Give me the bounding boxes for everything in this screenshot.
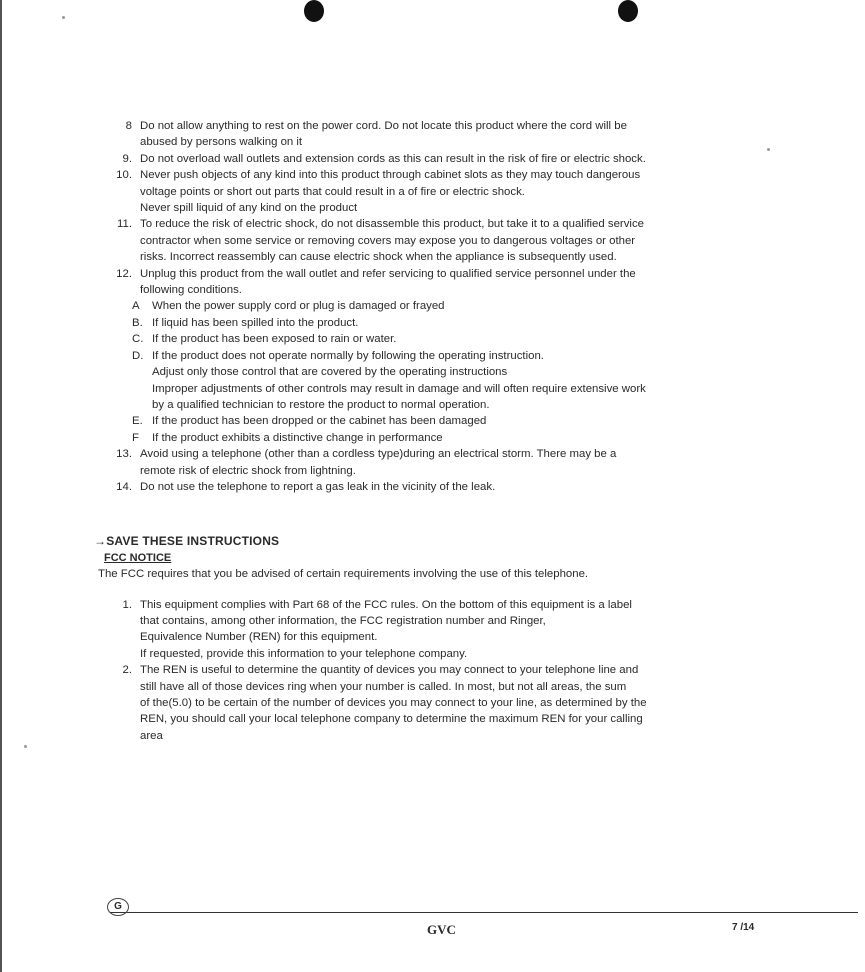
- item-number: 8: [125, 120, 132, 132]
- text-line: following conditions.: [140, 284, 242, 297]
- text-line: remote risk of electric shock from lightning.: [140, 464, 356, 477]
- text-line: risks. Incorrect reassembly can cause electric shock when the appliance is subsequently used.: [140, 251, 617, 264]
- text-line: area: [140, 729, 163, 742]
- condition-item: [132, 348, 855, 414]
- condition-item: [132, 430, 855, 446]
- condition-letter: D.: [132, 349, 144, 362]
- list-item: [110, 167, 855, 216]
- condition-letter: F: [132, 431, 139, 444]
- service-conditions-list: [110, 298, 855, 446]
- fcc-intro-text: The FCC requires that you be advised of certain requirements involving the use of this telephone.: [98, 568, 589, 581]
- condition-item: [132, 331, 855, 347]
- item-number: 14.: [116, 480, 132, 493]
- text-line: Do not allow anything to rest on the power cord. Do not locate this product where the cord will be: [140, 120, 627, 132]
- condition-item: [132, 413, 855, 429]
- condition-letter: E.: [132, 415, 143, 428]
- text-line: Do not overload wall outlets and extension cords as this can result in the risk of fire or electric shock.: [140, 152, 646, 165]
- list-item: [110, 446, 855, 479]
- list-item: [110, 118, 855, 151]
- safety-list-part-2: [110, 446, 855, 495]
- page-number: 7 /14: [732, 922, 755, 933]
- fcc-notice-heading: FCC NOTICE: [104, 551, 172, 564]
- instructions-body: [94, 118, 855, 744]
- item-number: 12.: [116, 267, 132, 280]
- text-line: abused by persons walking on it: [140, 136, 303, 149]
- item-number: 1.: [122, 598, 132, 611]
- text-line: Never push objects of any kind into this product through cabinet slots as they may touch dangerous: [140, 169, 641, 182]
- condition-item: [132, 298, 855, 314]
- text-line: If the product has been exposed to rain or water.: [152, 333, 397, 346]
- text-line: still have all of those devices ring when your number is called. In most, but not all areas, the sum: [140, 680, 627, 693]
- text-line: This equipment complies with Part 68 of the FCC rules. On the bottom of this equipment is a label: [140, 598, 632, 611]
- condition-letter: C.: [132, 333, 144, 346]
- text-line: contractor when some service or removing covers may expose you to dangerous voltages or other: [140, 234, 636, 247]
- punch-hole-left: [304, 0, 324, 22]
- list-item: [110, 479, 855, 495]
- text-line: If the product does not operate normally by following the operating instruction.: [152, 349, 544, 362]
- condition-letter: A: [132, 300, 140, 313]
- text-line: that contains, among other information, the FCC registration number and Ringer,: [140, 614, 546, 627]
- text-line: If liquid has been spilled into the product.: [152, 316, 359, 329]
- text-line: When the power supply cord or plug is damaged or frayed: [152, 300, 445, 313]
- condition-item: [132, 315, 855, 331]
- text-line: To reduce the risk of electric shock, do not disassemble this product, but take it to a qualified service: [140, 218, 644, 231]
- text-line: Avoid using a telephone (other than a cordless type)during an electrical storm. There may be a: [140, 448, 617, 461]
- text-line: If requested, provide this information to your telephone company.: [140, 647, 468, 660]
- text-line: by a qualified technician to restore the product to normal operation.: [152, 398, 490, 411]
- text-line: Adjust only those control that are covered by the operating instructions: [152, 366, 508, 379]
- fcc-list: [110, 597, 855, 745]
- text-line: Improper adjustments of other controls may result in damage and will often require extensive work: [152, 382, 646, 395]
- text-line: Unplug this product from the wall outlet and refer servicing to qualified service personnel under the: [140, 267, 636, 280]
- scan-speck: [24, 745, 27, 748]
- list-item: [110, 216, 855, 265]
- safety-list-part-1: [110, 118, 855, 298]
- scan-speck: [62, 16, 65, 19]
- list-item: [110, 266, 855, 299]
- footer-divider: [110, 912, 858, 913]
- item-number: 2.: [122, 664, 132, 677]
- item-number: 9.: [122, 152, 132, 165]
- list-item: [110, 597, 855, 663]
- list-item: [110, 662, 855, 744]
- gvc-logo: G: [107, 898, 129, 916]
- footer-brand: GVC: [427, 922, 456, 937]
- text-line: Do not use the telephone to report a gas leak in the vicinity of the leak.: [140, 480, 496, 493]
- condition-letter: B.: [132, 316, 143, 329]
- arrow-icon: →: [94, 534, 107, 549]
- text-line: Never spill liquid of any kind on the product: [140, 202, 358, 215]
- text-line: of the(5.0) to be certain of the number of devices you may connect to your line, as determined by the: [140, 697, 647, 709]
- punch-hole-right: [618, 0, 638, 22]
- item-number: 10.: [116, 169, 132, 182]
- text-line: Equivalence Number (REN) for this equipment.: [140, 631, 378, 644]
- text-line: REN, you should call your local telephone company to determine the maximum REN for your calling: [140, 713, 643, 726]
- text-line: The REN is useful to determine the quantity of devices you may connect to your telephone line and: [140, 664, 639, 677]
- text-line: voltage points or short out parts that could result in a of fire or electric shock.: [140, 185, 525, 198]
- text-line: If the product exhibits a distinctive change in performance: [152, 431, 443, 444]
- text-line: If the product has been dropped or the cabinet has been damaged: [152, 415, 487, 428]
- list-item: [110, 151, 855, 167]
- item-number: 13.: [116, 448, 132, 461]
- item-number: 11.: [117, 218, 132, 231]
- save-instructions-heading: →SAVE THESE INSTRUCTIONS: [94, 534, 280, 549]
